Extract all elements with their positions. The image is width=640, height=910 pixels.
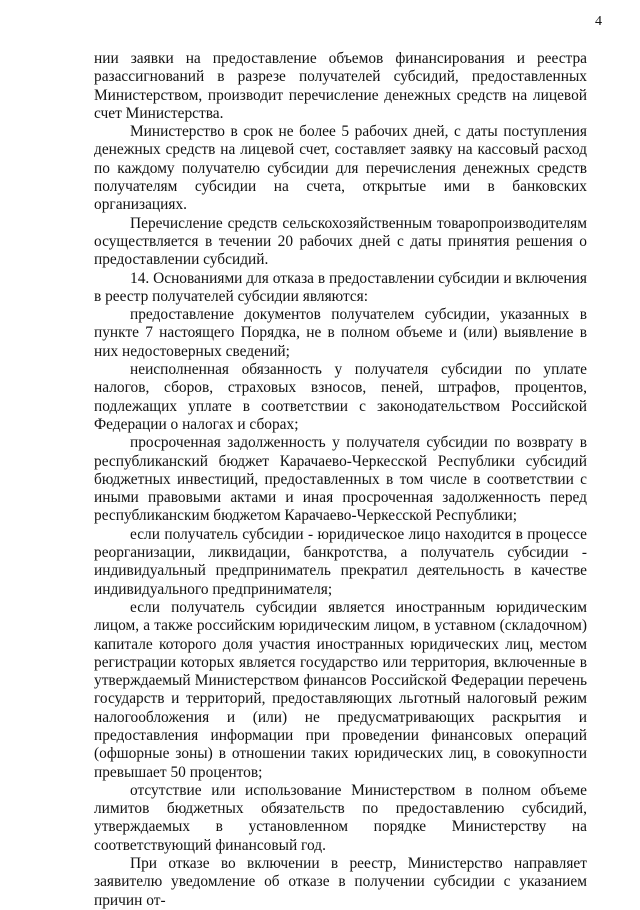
section-14-heading: 14. Основаниями для отказа в предоставлении субсидии и включения в реестр получателей субсидии являются:: [94, 269, 587, 305]
document-body: [94, 50, 587, 910]
paragraph: При отказе во включении в реестр, Министерство направляет заявителю уведомление об отказе в получении субсидии с указанием причин от-: [94, 855, 587, 909]
paragraph-continuation: нии заявки на предоставление объемов финансирования и реестра разассигнований в разрезе получателей субсидий, предоставленных Министерством, производит перечисление денежных средств на лицевой счет Министерства.: [94, 50, 587, 122]
list-item: неисполненная обязанность у получателя субсидии по уплате налогов, сборов, страховых взносов, пеней, штрафов, процентов, подлежащих уплате в соответствии с законодательством Российской Федерации о налогах и сборах;: [94, 361, 587, 433]
list-item: предоставление документов получателем субсидии, указанных в пункте 7 настоящего Порядка, не в полном объеме и (или) выявление в них недостоверных сведений;: [94, 306, 587, 360]
paragraph: Министерство в срок не более 5 рабочих дней, с даты поступления денежных средств на лицевой счет, составляет заявку на кассовый расход по каждому получателю субсидии для перечисления денежных средств получателям субсидии на счета, открытые ими в банковских организациях.: [94, 123, 587, 214]
page-number: 4: [595, 14, 602, 29]
paragraph: Перечисление средств сельскохозяйственным товаропроизводителям осуществляется в течении 20 рабочих дней с даты принятия решения о предоставлении субсидий.: [94, 214, 587, 269]
list-item: просроченная задолженность у получателя субсидии по возврату в республиканский бюджет Карачаево-Черкесской Республики субсидий бюджетных инвестиций, предоставленных в том числе в соответствии с иными правовыми актами и иная просроченная задолженность перед республиканским бюджетом Карачаево-Черкесской Республики;: [94, 434, 587, 525]
list-item: отсутствие или использование Министерством в полном объеме лимитов бюджетных обязательств по предоставлению субсидий, утверждаемых в установленном порядке Министерству на соответствующий финансовый год.: [94, 781, 587, 854]
list-item: если получатель субсидии является иностранным юридическим лицом, а также российским юридическим лицом, в уставном (складочном) капитале которого доля участия иностранных юридических лиц, местом регистрации которых является государство или территория, включенные в утверждаемый Министерством финансов Российской Федерации перечень государств и территорий, предоставляющих льготный налоговый режим налогообложения и (или) не предусматривающих раскрытия и предоставления информации при проведении финансовых операций (офшорные зоны) в отношении таких юридических лиц, в совокупности превышает 50 процентов;: [94, 598, 587, 781]
list-item: если получатель субсидии - юридическое лицо находится в процессе реорганизации, ликвидации, банкротства, а получатель субсидии - индивидуальный предприниматель прекратил деятельность в качестве индивидуального предпринимателя;: [94, 525, 587, 598]
